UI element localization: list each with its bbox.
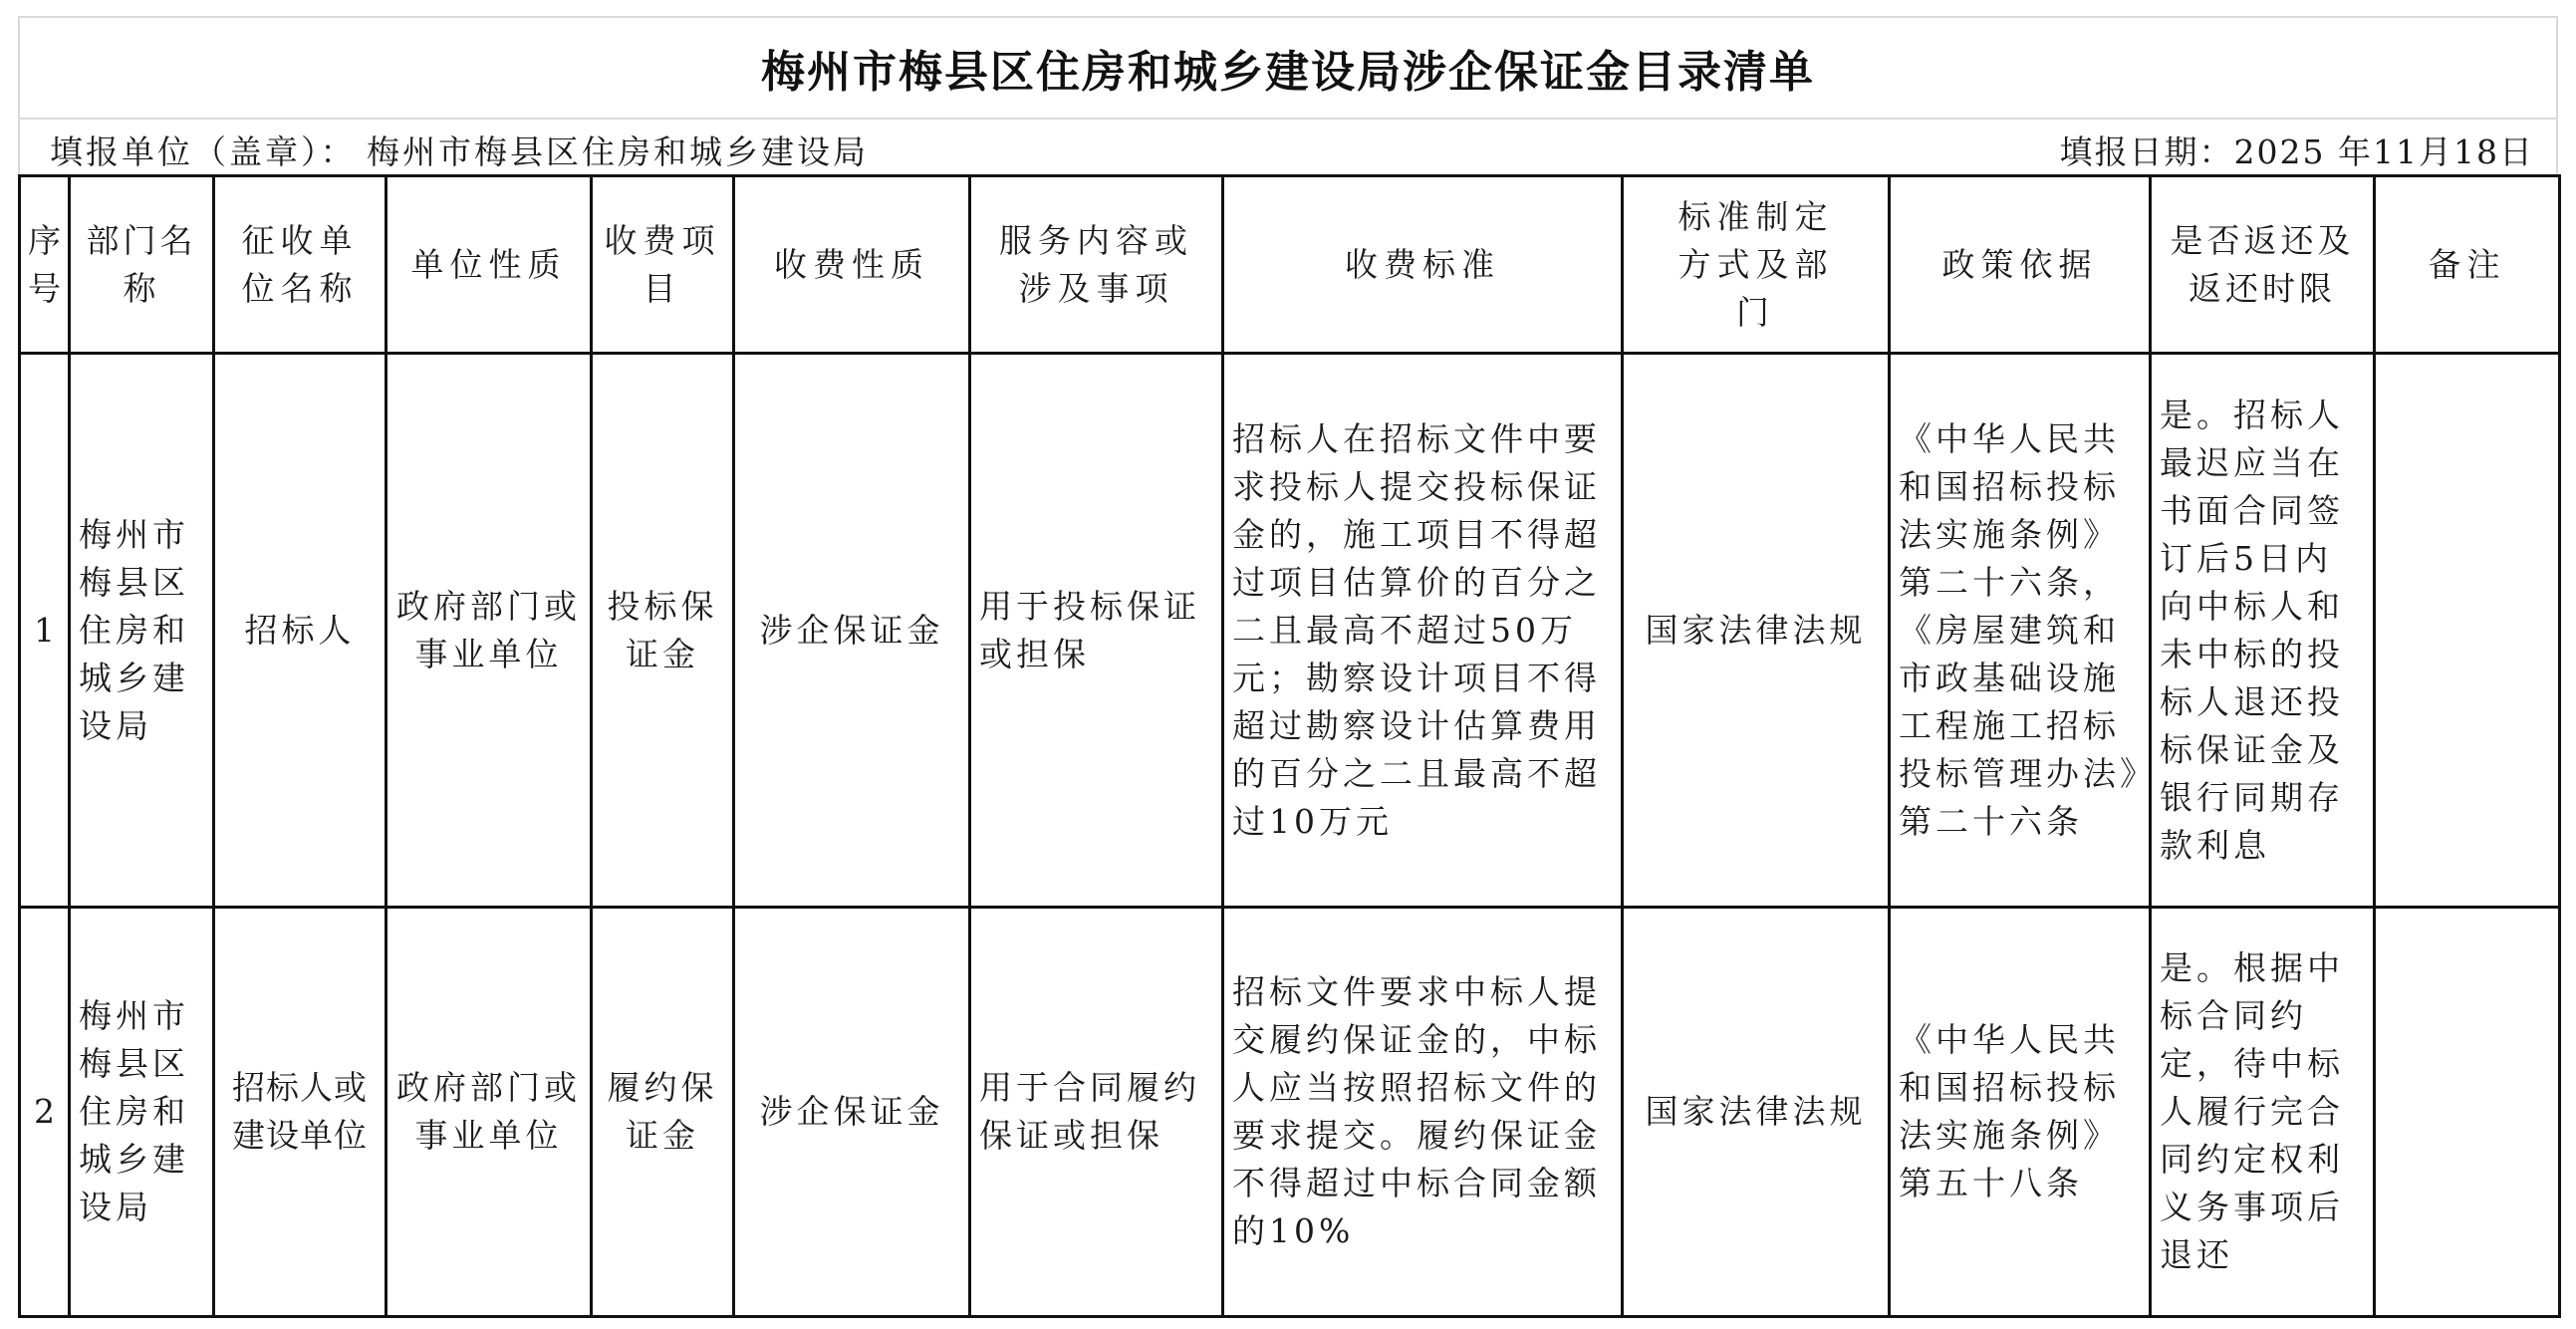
header-collector: 征收单位名称: [214, 176, 386, 354]
cell-fee-nature: 涉企保证金: [734, 908, 970, 1317]
cell-remark: [2375, 354, 2560, 908]
header-refund: 是否返还及返还时限: [2151, 176, 2375, 354]
header-unit-nature: 单位性质: [386, 176, 592, 354]
header-fee-nature: 收费性质: [734, 176, 970, 354]
cell-standard: 招标人在招标文件中要求投标人提交投标保证金的，施工项目不得超过项目估算价的百分之二且最高不超过50万元；勘察设计项目不得超过勘察设计估算费用的百分之二且最高不超过10万元: [1223, 354, 1623, 908]
filler-info: [50, 127, 869, 173]
deposit-table: [18, 174, 2561, 1318]
header-basis: 政策依据: [1890, 176, 2151, 354]
cell-service: 用于合同履约保证或担保: [970, 908, 1223, 1317]
cell-collector: 招标人或建设单位: [214, 908, 386, 1317]
table-row: [20, 354, 2560, 908]
filler-label: 填报单位（盖章）：: [50, 133, 357, 171]
cell-collector: 招标人: [214, 354, 386, 908]
cell-unit-nature: 政府部门或事业单位: [386, 908, 592, 1317]
cell-seq: 1: [20, 354, 70, 908]
table-row: [20, 908, 2560, 1317]
cell-dept: 梅州市梅县区住房和城乡建设局: [70, 354, 214, 908]
cell-seq: 2: [20, 908, 70, 1317]
filler-row: [18, 118, 2558, 174]
header-dept: 部门名称: [70, 176, 214, 354]
cell-refund: 是。招标人最迟应当在书面合同签订后5日内向中标人和未中标的投标人退还投标保证金及银行同期存款利息: [2151, 354, 2375, 908]
fill-date: [2060, 127, 2534, 173]
cell-remark: [2375, 908, 2560, 1317]
cell-basis: 《中华人民共和国招标投标法实施条例》第五十八条: [1890, 908, 2151, 1317]
cell-service: 用于投标保证或担保: [970, 354, 1223, 908]
cell-refund: 是。根据中标合同约定，待中标人履行完合同约定权利义务事项后退还: [2151, 908, 2375, 1317]
cell-fee-item: 投标保证金: [592, 354, 734, 908]
title-box: [18, 16, 2558, 118]
cell-method: 国家法律法规: [1623, 354, 1890, 908]
date-label: 填报日期：: [2059, 133, 2234, 171]
cell-method: 国家法律法规: [1623, 908, 1890, 1317]
cell-fee-item: 履约保证金: [592, 908, 734, 1317]
cell-fee-nature: 涉企保证金: [734, 354, 970, 908]
document-title: 梅州市梅县区住房和城乡建设局涉企保证金目录清单: [761, 47, 1815, 98]
header-seq: 序号: [20, 176, 70, 354]
header-standard: 收费标准: [1223, 176, 1623, 354]
date-value: 2025 年11月18日: [2233, 133, 2534, 171]
header-remark: 备注: [2375, 176, 2560, 354]
header-method: 标准制定方式及部门: [1623, 176, 1890, 354]
cell-standard: 招标文件要求中标人提交履约保证金的，中标人应当按照招标文件的要求提交。履约保证金不得超过中标合同金额的10%: [1223, 908, 1623, 1317]
cell-unit-nature: 政府部门或事业单位: [386, 354, 592, 908]
header-row: [20, 176, 2560, 354]
cell-dept: 梅州市梅县区住房和城乡建设局: [70, 908, 214, 1317]
header-fee-item: 收费项目: [592, 176, 734, 354]
cell-basis: 《中华人民共和国招标投标法实施条例》第二十六条，《房屋建筑和市政基础设施工程施工招标投标管理办法》第二十六条: [1890, 354, 2151, 908]
filler-value: 梅州市梅县区住房和城乡建设局: [367, 133, 869, 171]
header-service: 服务内容或涉及事项: [970, 176, 1223, 354]
